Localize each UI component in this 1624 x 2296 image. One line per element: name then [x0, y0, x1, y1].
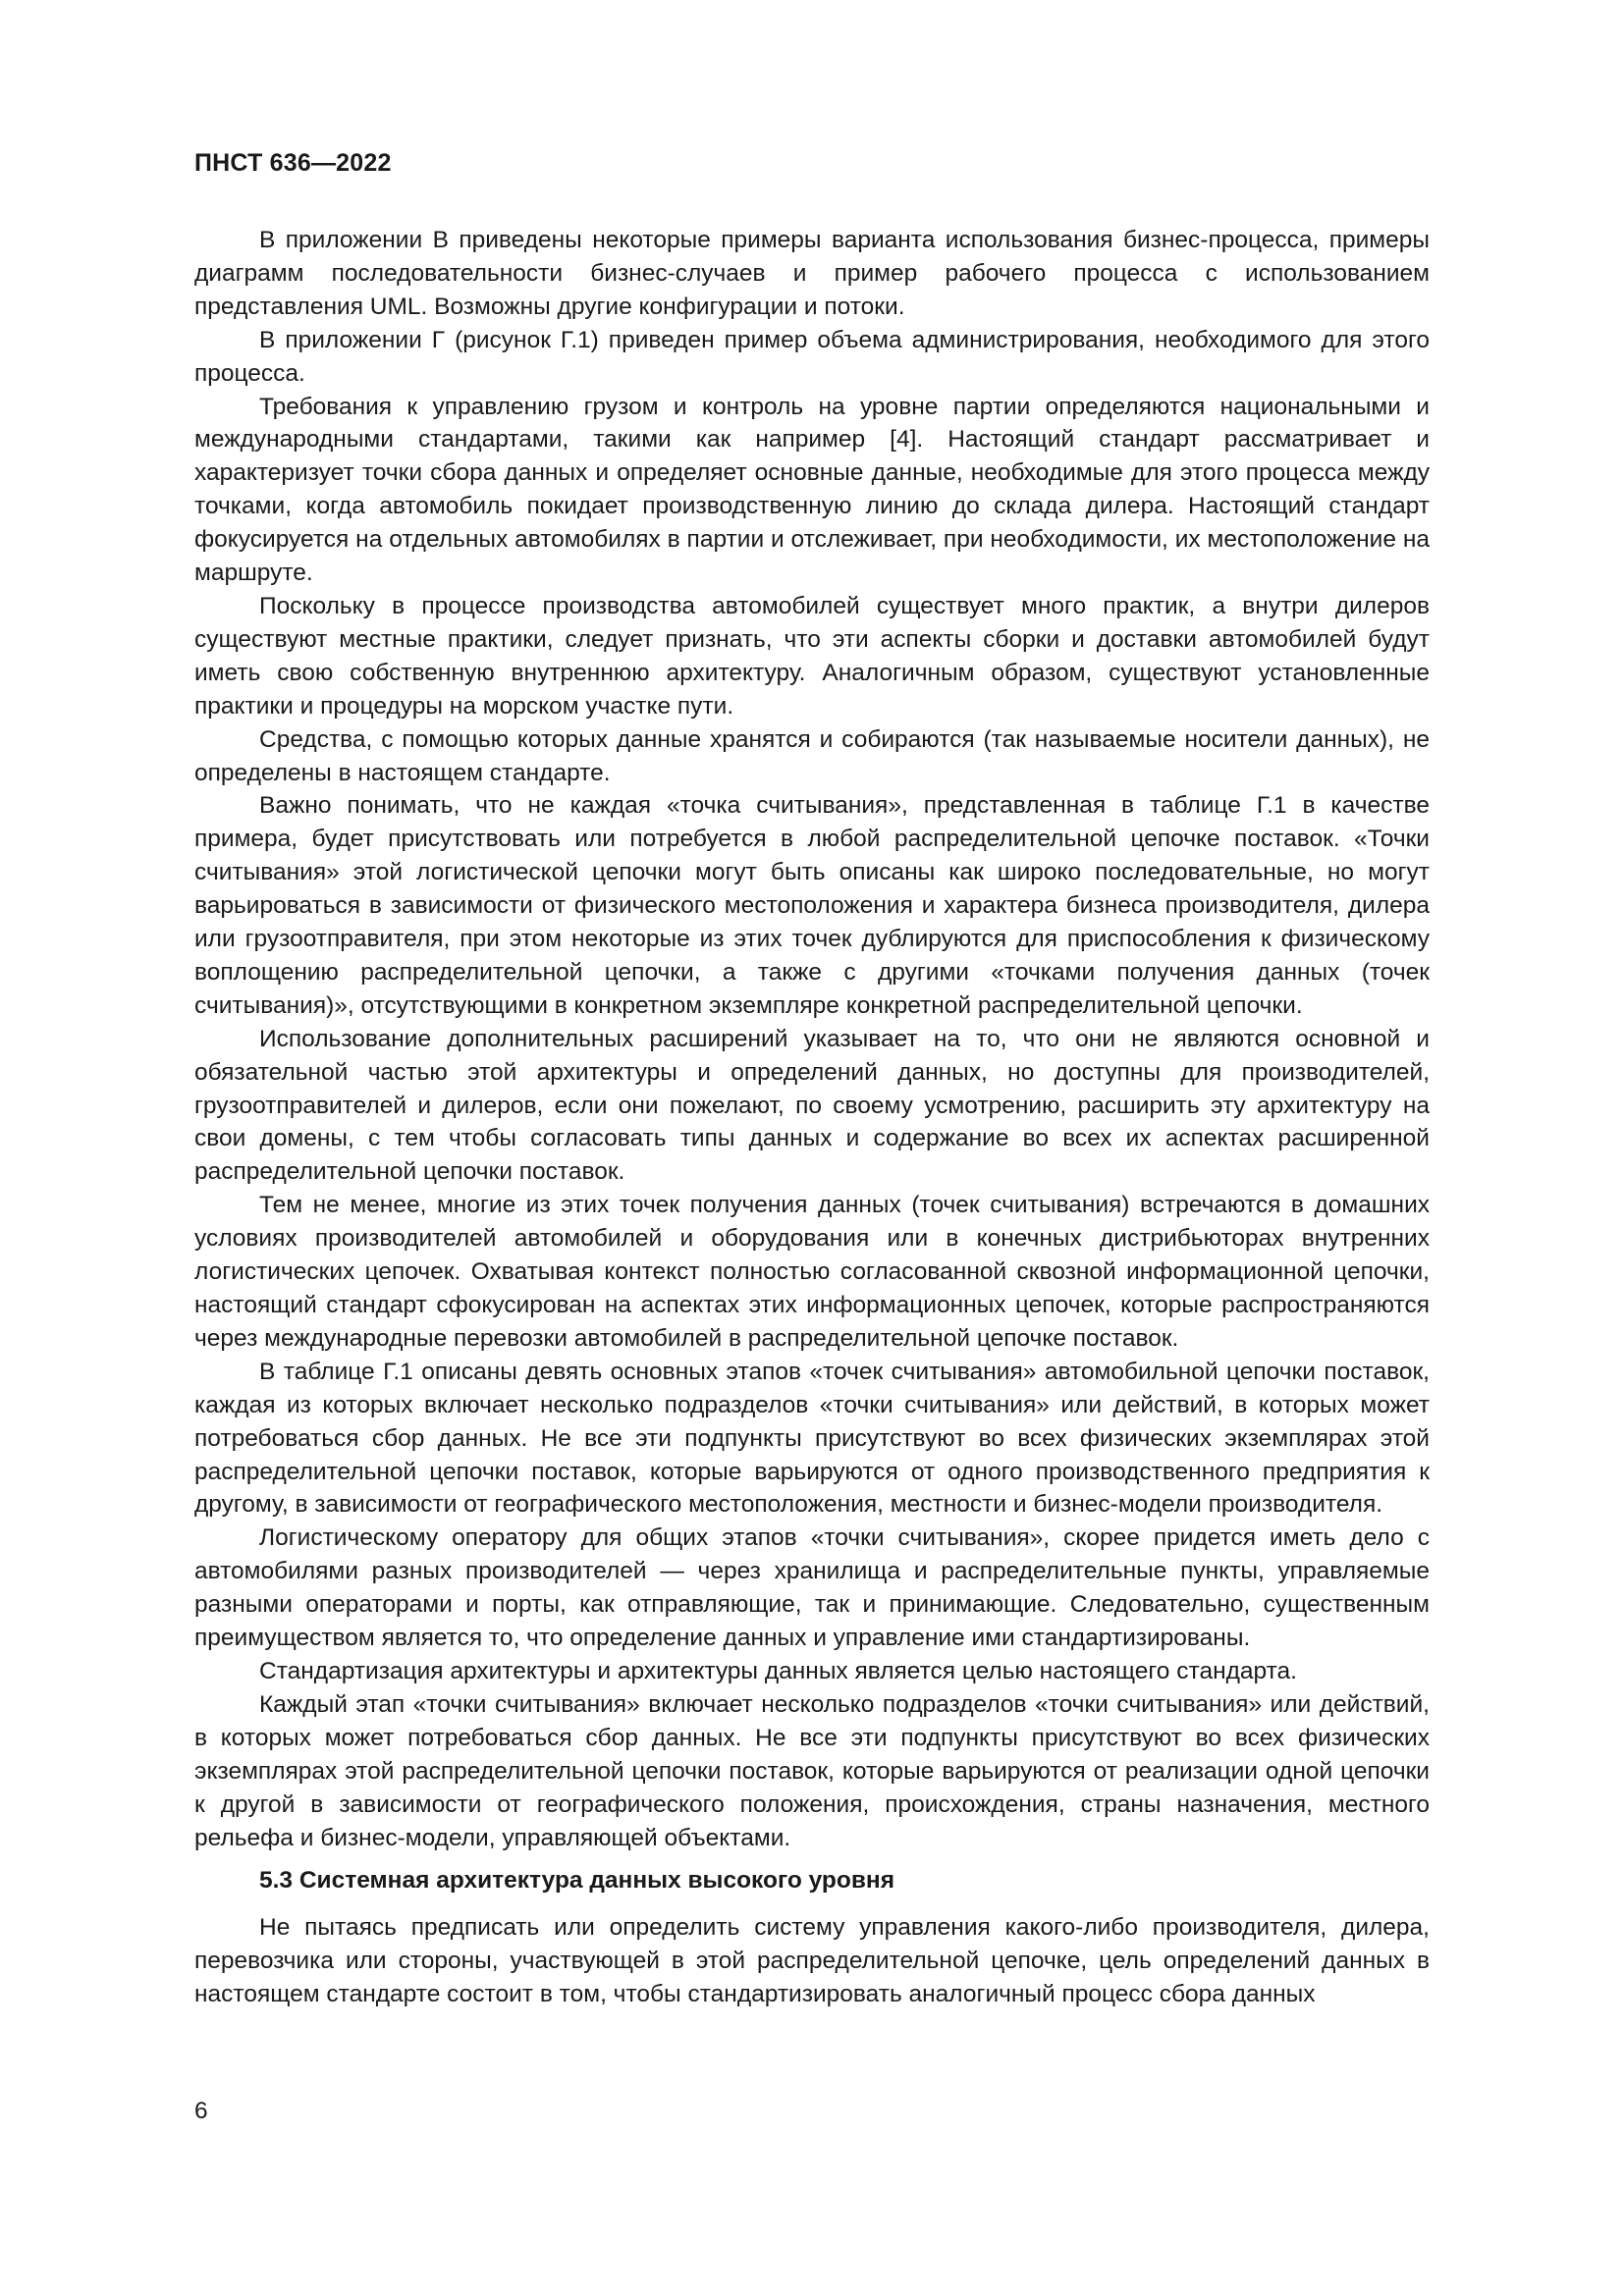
paragraph-12: Каждый этап «точки считывания» включает несколько подразделов «точки считывания» или действий, в которых может потребоваться сбор данных. Не все эти подпункты присутствуют во всех физических экземплярах этой распределительной цепочки поставок, которые варьируются от реализации одной цепочки к другой в зависимости от географического положения, происхождения, страны назначения, местного рельефа и бизнес-модели, управляющей объектами.	[194, 1690, 1430, 1851]
paragraph-4: Поскольку в процессе производства автомобилей существует много практик, а внутри дилеров существуют местные практики, следует признать, что эти аспекты сборки и доставки автомобилей будут иметь свою собственную внутреннюю архитектуру. Аналогичным образом, существуют установленные практики и процедуры на морском участке пути.	[194, 592, 1430, 720]
paragraph-6: Важно понимать, что не каждая «точка считывания», представленная в таблице Г.1 в качестве примера, будет присутствовать или потребуется в любой распределительной цепочке поставок. «Точки считывания» этой логистической цепочки могут быть описаны как широко последовательные, но могут варьироваться в зависимости от физического местоположения и характера бизнеса производителя, дилера или грузоотправителя, при этом некоторые из этих точек дублируются для приспособления к физическому воплощению распределительной цепочки, а также с другими «точками получения данных (точек считывания)», отсутствующими в конкретном экземпляре конкретной распределительной цепочки.	[194, 792, 1430, 1019]
section-heading: 5.3 Системная архитектура данных высокого уровня	[259, 1867, 895, 1895]
paragraph-10: Логистическому оператору для общих этапов «точки считывания», скорее придется иметь дело с автомобилями разных производителей — через хранилища и распределительные пункты, управляемые разными операторами и порты, как отправляющие, так и принимающие. Следовательно, существенным преимуществом является то, что определение данных и управление ими стандартизированы.	[194, 1524, 1430, 1652]
paragraph-2: В приложении Г (рисунок Г.1) приведен пример объема администрирования, необходимого для этого процесса.	[194, 326, 1430, 387]
paragraph-9: В таблице Г.1 описаны девять основных этапов «точек считывания» автомобильной цепочки поставок, каждая из которых включает несколько подразделов «точки считывания» или действий, в которых может потребоваться сбор данных. Не все эти подпункты присутствуют во всех физических экземплярах этой распределительной цепочки поставок, которые варьируются от одного производственного предприятия к другому, в зависимости от географического местоположения, местности и бизнес-модели производителя.	[194, 1358, 1430, 1519]
section-paragraph: Не пытаясь предписать или определить систему управления какого-либо производителя, дилера, перевозчика или стороны, участвующей в этой распределительной цепочке, цель определений данных в настоящем стандарте состоит в том, чтобы стандартизировать аналогичный процесс сбора данных	[194, 1914, 1430, 2008]
paragraph-3: Требования к управлению грузом и контроль на уровне партии определяются национальными и международными стандартами, такими как например [4]. Настоящий стандарт рассматривает и характеризует точки сбора данных и определяет основные данные, необходимые для этого процесса между точками, когда автомобиль покидает производственную линию до склада дилера. Настоящий стандарт фокусируется на отдельных автомобилях в партии и отслеживает, при необходимости, их местоположение на маршруте.	[194, 393, 1430, 587]
paragraph-7: Использование дополнительных расширений указывает на то, что они не являются основной и обязательной частью этой архитектуры и определений данных, но доступны для производителей, грузоотправителей и дилеров, если они пожелают, по своему усмотрению, расширить эту архитектуру на свои домены, с тем чтобы согласовать типы данных и содержание во всех их аспектах расширенной распределительной цепочки поставок.	[194, 1025, 1430, 1186]
paragraph-11: Стандартизация архитектуры и архитектуры данных является целью настоящего стандарта.	[259, 1657, 1297, 1684]
page-number: 6	[194, 2098, 208, 2124]
document-body	[194, 224, 1430, 2011]
document-header: ПНСТ 636—2022	[194, 149, 392, 177]
paragraph-1: В приложении В приведены некоторые примеры варианта использования бизнес-процесса, примеры диаграмм последовательности бизнес-случаев и пример рабочего процесса с использованием представления UML. Возможны другие конфигурации и потоки.	[194, 227, 1430, 320]
paragraph-8: Тем не менее, многие из этих точек получения данных (точек считывания) встречаются в домашних условиях производителей автомобилей и оборудования или в конечных дистрибьюторах внутренних логистических цепочек. Охватывая контекст полностью согласованной сквозной информационной цепочки, настоящий стандарт сфокусирован на аспектах этих информационных цепочек, которые распространяются через международные перевозки автомобилей в распределительной цепочке поставок.	[194, 1192, 1430, 1352]
paragraph-5: Средства, с помощью которых данные хранятся и собираются (так называемые носители данных), не определены в настоящем стандарте.	[194, 725, 1430, 786]
